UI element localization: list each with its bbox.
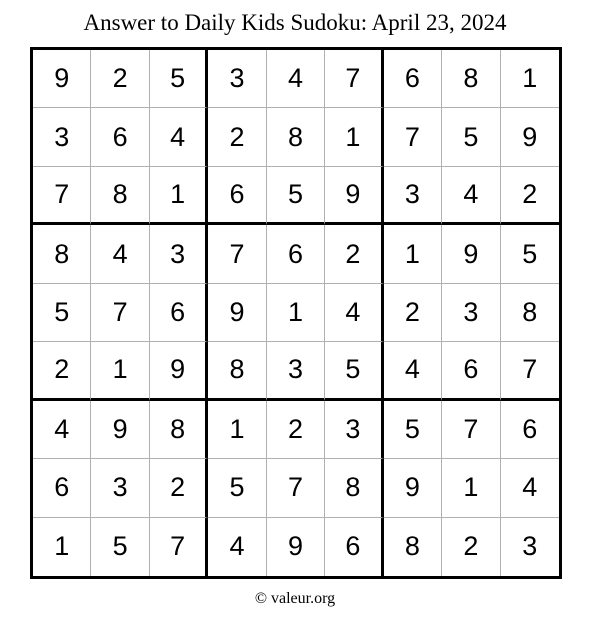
- sudoku-cell: 8: [325, 459, 383, 517]
- sudoku-cell: 9: [267, 518, 325, 576]
- sudoku-cell: 2: [501, 167, 559, 225]
- sudoku-cell: 4: [150, 108, 208, 166]
- sudoku-cell: 4: [267, 50, 325, 108]
- sudoku-cell: 6: [384, 50, 442, 108]
- sudoku-cell: 6: [325, 518, 383, 576]
- sudoku-cell: 9: [150, 342, 208, 400]
- sudoku-cell: 4: [91, 225, 149, 283]
- sudoku-cell: 8: [91, 167, 149, 225]
- sudoku-cell: 9: [91, 401, 149, 459]
- sudoku-cell: 5: [150, 50, 208, 108]
- sudoku-cell: 1: [91, 342, 149, 400]
- page-title: Answer to Daily Kids Sudoku: April 23, 2024: [83, 10, 507, 35]
- sudoku-cell: 6: [267, 225, 325, 283]
- sudoku-cell: 6: [208, 167, 266, 225]
- copyright-footer: © valeur.org: [254, 590, 336, 607]
- sudoku-cell: 8: [384, 518, 442, 576]
- sudoku-cell: 7: [442, 401, 500, 459]
- sudoku-cell: 9: [208, 284, 266, 342]
- sudoku-cell: 7: [91, 284, 149, 342]
- sudoku-cell: 4: [33, 401, 91, 459]
- sudoku-cell: 1: [384, 225, 442, 283]
- sudoku-cell: 7: [208, 225, 266, 283]
- sudoku-cell: 5: [208, 459, 266, 517]
- sudoku-cell: 7: [150, 518, 208, 576]
- sudoku-cell: 6: [501, 401, 559, 459]
- sudoku-cell: 6: [33, 459, 91, 517]
- sudoku-cell: 7: [267, 459, 325, 517]
- sudoku-cell: 4: [384, 342, 442, 400]
- sudoku-board: [30, 47, 562, 579]
- sudoku-cell: 7: [325, 50, 383, 108]
- sudoku-cell: 2: [442, 518, 500, 576]
- sudoku-cell: 2: [208, 108, 266, 166]
- sudoku-cell: 8: [208, 342, 266, 400]
- sudoku-cell: 7: [384, 108, 442, 166]
- sudoku-cell: 3: [442, 284, 500, 342]
- sudoku-cell: 8: [501, 284, 559, 342]
- sudoku-cell: 1: [501, 50, 559, 108]
- sudoku-cell: 5: [91, 518, 149, 576]
- sudoku-cell: 6: [150, 284, 208, 342]
- sudoku-cell: 1: [33, 518, 91, 576]
- sudoku-cell: 8: [442, 50, 500, 108]
- sudoku-cell: 2: [150, 459, 208, 517]
- sudoku-cell: 3: [522, 531, 538, 562]
- sudoku-cell: 2: [91, 50, 149, 108]
- sudoku-cell: 9: [384, 459, 442, 517]
- sudoku-cell: 2: [384, 284, 442, 342]
- sudoku-cell: 7: [33, 167, 91, 225]
- sudoku-cell: 3: [208, 50, 266, 108]
- sudoku-cell: 5: [384, 401, 442, 459]
- sudoku-cell: 9: [33, 50, 91, 108]
- sudoku-cell: 4: [442, 167, 500, 225]
- sudoku-cell: 8: [267, 108, 325, 166]
- sudoku-cell: 9: [442, 225, 500, 283]
- sudoku-cell: 2: [267, 401, 325, 459]
- sudoku-cell: 6: [91, 108, 149, 166]
- sudoku-cell: 3: [33, 108, 91, 166]
- sudoku-cell: 3: [91, 459, 149, 517]
- sudoku-cell: 1: [208, 401, 266, 459]
- sudoku-cell: 1: [150, 167, 208, 225]
- sudoku-cell: 3: [267, 342, 325, 400]
- sudoku-cell: 3: [384, 167, 442, 225]
- sudoku-cell: 4: [325, 284, 383, 342]
- sudoku-cell: 7: [501, 342, 559, 400]
- sudoku-cell: 5: [501, 225, 559, 283]
- sudoku-cell: 3: [325, 401, 383, 459]
- sudoku-cell: 3: [150, 225, 208, 283]
- sudoku-cell: 6: [442, 342, 500, 400]
- sudoku-cell: 4: [208, 518, 266, 576]
- sudoku-cell: 8: [33, 225, 91, 283]
- sudoku-cell: 5: [325, 342, 383, 400]
- sudoku-cell: 2: [325, 225, 383, 283]
- sudoku-cell: 8: [150, 401, 208, 459]
- sudoku-cell: 5: [33, 284, 91, 342]
- sudoku-cell: 1: [442, 459, 500, 517]
- sudoku-cell: 9: [325, 167, 383, 225]
- sudoku-cell: 2: [33, 342, 91, 400]
- sudoku-cell: 9: [501, 108, 559, 166]
- sudoku-cell: 1: [325, 108, 383, 166]
- sudoku-cell: 5: [442, 108, 500, 166]
- sudoku-cell: 1: [267, 284, 325, 342]
- sudoku-cell: 5: [267, 167, 325, 225]
- sudoku-cell: 4: [501, 459, 559, 517]
